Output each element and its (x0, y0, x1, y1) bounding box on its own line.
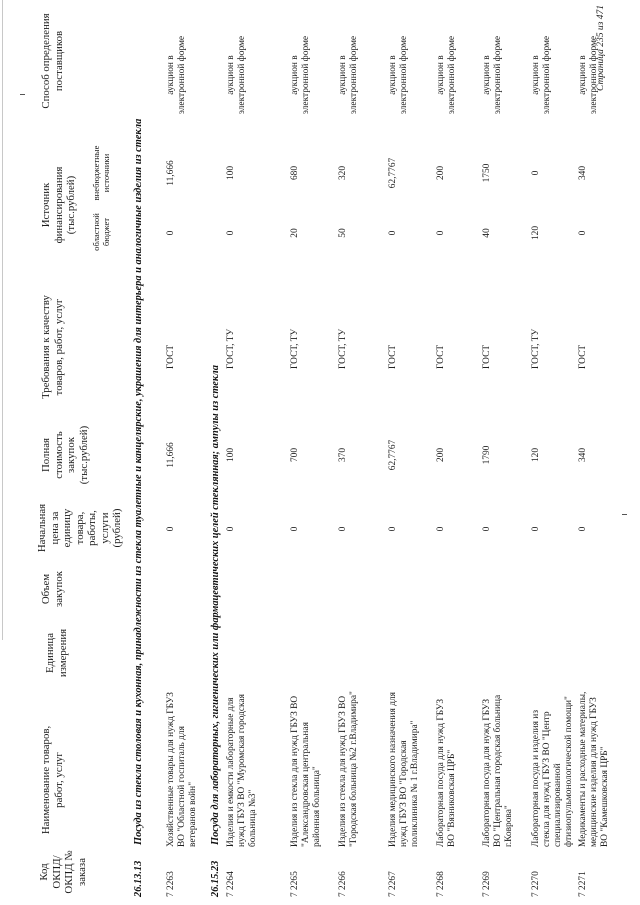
row-method: аукцион в электронной форме (388, 35, 409, 115)
row-extrabudget: 100 (226, 165, 236, 181)
row-number: 7 2265 (290, 871, 300, 897)
row-number: 7 2266 (338, 871, 348, 897)
header-name: Наименование товаров, работ, услуг (40, 725, 65, 835)
row-requirements: ГОСТ, ТУ (338, 328, 348, 369)
row-method: аукцион в электронной форме (338, 35, 359, 115)
row-unit-price: 0 (388, 526, 398, 532)
row-number: 7 2269 (482, 871, 492, 897)
header-requirements: Требования к качеству товаров, работ, услуг (40, 295, 65, 399)
row-number: 7 2264 (226, 871, 236, 897)
row-extrabudget: 0 (531, 170, 541, 176)
row-total: 700 (290, 447, 300, 463)
row-regional-budget: 0 (226, 230, 236, 236)
row-extrabudget: 200 (436, 165, 446, 181)
row-total: 100 (226, 447, 236, 463)
page-number: Страница 235 из 471 (596, 5, 606, 91)
row-number: 7 2270 (531, 871, 541, 897)
group-code: 26.15.23 (210, 860, 221, 897)
row-total: 340 (578, 447, 588, 463)
row-requirements: ГОСТ (388, 344, 398, 369)
header-total: Полная стоимость закупок (тыс.рублей) (40, 425, 90, 485)
row-regional-budget: 40 (482, 228, 492, 238)
row-extrabudget: 1750 (482, 163, 492, 183)
row-number: 7 2268 (436, 871, 446, 897)
row-total: 11,666 (166, 442, 176, 468)
row-total: 370 (338, 447, 348, 463)
row-requirements: ГОСТ, ТУ (531, 328, 541, 369)
row-name: Изделия из стекла для нужд ГБУЗ ВО "Александровская центральная районная больница" (290, 695, 322, 847)
row-requirements: ГОСТ (578, 344, 588, 369)
row-requirements: ГОСТ (482, 344, 492, 369)
header-price: Начальная цена за единицу товара, работы, услуги (рублей) (36, 503, 124, 553)
header-code: Код ОКПД/ ОКПД № заказа (38, 850, 88, 894)
row-total: 200 (436, 447, 446, 463)
row-method: аукцион в электронной форме (578, 35, 599, 115)
row-extrabudget: 11,666 (166, 160, 176, 186)
row-regional-budget: 0 (166, 230, 176, 236)
row-name: Лабораторная посуда и изделия из стекла для нужд ГБУЗ ВО "Центр специализированной фтизиопульмонологической помощи" (531, 696, 574, 847)
row-method: аукцион в электронной форме (226, 35, 247, 115)
row-number: 7 2267 (388, 871, 398, 897)
row-extrabudget: 62,7767 (388, 157, 398, 189)
scan-mark (20, 94, 25, 95)
row-regional-budget: 0 (578, 230, 588, 236)
header-unit: Единица измерения (44, 628, 69, 678)
row-unit-price: 0 (290, 526, 300, 532)
header-volume: Объем закупок (40, 571, 65, 607)
row-method: аукцион в электронной форме (166, 35, 187, 115)
row-name: Изделия из стекла для нужд ГБУЗ ВО "Городская больница №2 г.Владимира" (338, 691, 359, 847)
row-total: 62,7767 (388, 439, 398, 471)
row-name: Лабораторная посуда для нужд ГБУЗ ВО "Центральная городская больница г.Коврова" (482, 694, 514, 847)
row-extrabudget: 340 (578, 165, 588, 181)
row-method: аукцион в электронной форме (482, 35, 503, 115)
row-unit-price: 0 (578, 526, 588, 532)
row-method: аукцион в электронной форме (290, 35, 311, 115)
header-method: Способ определения поставщиков (40, 13, 65, 109)
row-regional-budget: 120 (531, 225, 541, 241)
row-number: 7 2263 (166, 871, 176, 897)
group-code: 26.13.13 (133, 860, 144, 897)
header-source-regional: областной бюджет (91, 213, 111, 251)
row-requirements: ГОСТ, ТУ (290, 328, 300, 369)
row-number: 7 2271 (578, 871, 588, 897)
group-title: Посуда для лабораторных, гигиенических или фармацевтических целей стеклянная; ампулы из стекла (210, 365, 221, 845)
row-name: Хозяйственные товары для нужд ГБУЗ ВО "Областной госпиталь для ветеранов войн" (166, 692, 198, 847)
header-source: Источник финансирования (тыс.рублей) (40, 166, 78, 244)
row-unit-price: 0 (166, 526, 176, 532)
row-extrabudget: 320 (338, 165, 348, 181)
row-name: Медикаменты и расходные материалы, медицинские изделия для нужд ГБУЗ ВО "Камешковская ЦРБ" (578, 691, 610, 847)
header-source-extrabudget: внебюджетные источники (91, 145, 111, 201)
row-regional-budget: 50 (338, 228, 348, 238)
group-title: Посуда из стекла столовая и кухонная, принадлежности из стекла туалетные и канцелярские, украшения для интерьера и аналогичные изделия из стекла (133, 118, 144, 845)
row-requirements: ГОСТ (166, 344, 176, 369)
row-name: Изделия и емкости лабораторные для нужд ГБУЗ ВО "Муромская городская больница №3" (226, 694, 258, 847)
row-regional-budget: 0 (388, 230, 398, 236)
row-unit-price: 0 (482, 526, 492, 532)
row-requirements: ГОСТ (436, 344, 446, 369)
scan-mark (622, 514, 627, 515)
row-name: Лабораторная посуда для нужд ГБУЗ ВО "Вязниковская ЦРБ" (436, 698, 457, 847)
row-requirements: ГОСТ, ТУ (226, 328, 236, 369)
row-total: 120 (531, 447, 541, 463)
row-extrabudget: 680 (290, 165, 300, 181)
row-unit-price: 0 (338, 526, 348, 532)
row-unit-price: 0 (436, 526, 446, 532)
row-regional-budget: 0 (436, 230, 446, 236)
row-unit-price: 0 (226, 526, 236, 532)
row-unit-price: 0 (531, 526, 541, 532)
row-total: 1790 (482, 445, 492, 465)
row-method: аукцион в электронной форме (531, 35, 552, 115)
row-name: Изделия медицинского назначения для нужд ГБУЗ ВО "Городская поликлиника № 1 г.Владимира" (388, 692, 420, 847)
row-regional-budget: 20 (290, 228, 300, 238)
row-method: аукцион в электронной форме (436, 35, 457, 115)
